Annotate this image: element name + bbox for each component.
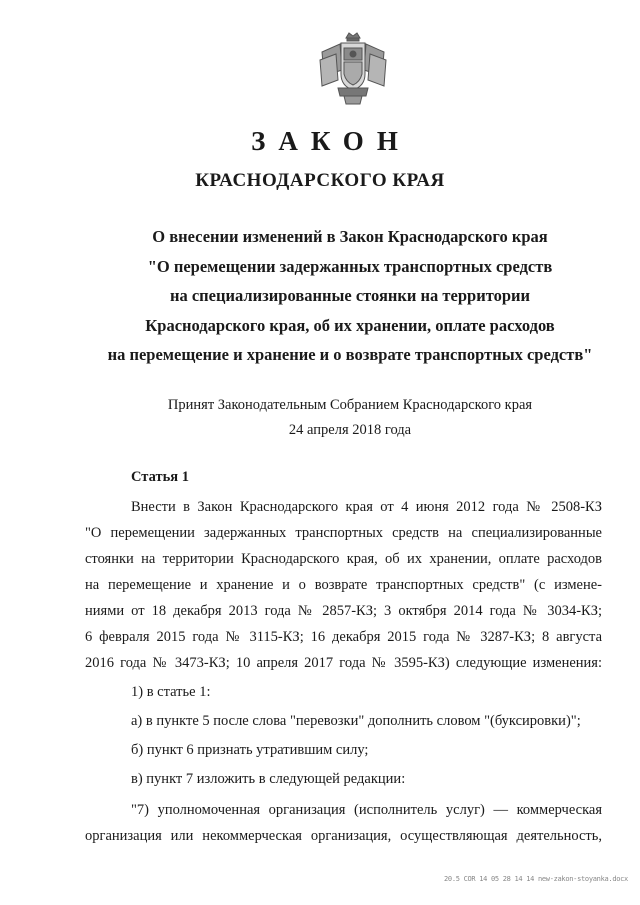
subject-line: О внесении изменений в Закон Краснодарского края (152, 227, 548, 246)
article-body (85, 494, 602, 849)
paragraph-line: стоянки на территории Краснодарского края, об их хранении, оплате расходов (85, 551, 602, 567)
krasnodar-coat-of-arms-emblem (316, 30, 390, 108)
quote-line: организация или некоммерческая организация, осуществляющая деятельность, (85, 828, 602, 844)
quote-line: "7) уполномоченная организация (исполнитель услуг) — коммерческая (131, 802, 602, 818)
paragraph-line: "О перемещении задержанных транспортных средств на специализированные (85, 525, 602, 541)
paragraph-line: 2016 года № 3473-КЗ; 10 апреля 2017 года № 3595-КЗ) следующие изменения: (85, 655, 602, 671)
law-heading: ЗАКОН (251, 126, 411, 156)
region-heading: КРАСНОДАРСКОГО КРАЯ (195, 170, 445, 191)
adoption-date: 24 апреля 2018 года (288, 422, 412, 438)
paragraph-line: Внести в Закон Краснодарского края от 4 июня 2012 года № 2508-КЗ (131, 499, 602, 515)
list-item: 1) в статье 1: (131, 684, 211, 700)
list-item: б) пункт 6 признать утратившим силу; (131, 742, 369, 758)
file-stamp: 20.5 COR 14 05 28 14 14 new-zakon-stoyanka.docx (444, 875, 628, 883)
list-item: а) в пункте 5 после слова "перевозки" дополнить словом "(буксировки)"; (131, 713, 581, 729)
paragraph-line: на перемещение и хранение и о возврате транспортных средств" (с измене- (85, 577, 602, 593)
subject-line: на специализированные стоянки на территории (169, 286, 531, 305)
subject-line: "О перемещении задержанных транспортных средств (147, 256, 553, 276)
adoption-line: Принят Законодательным Собранием Краснодарского края (167, 397, 533, 413)
article-title: Статья 1 (131, 469, 189, 485)
adoption-note (100, 393, 600, 443)
subject-line: Краснодарского края, об их хранении, оплате расходов (145, 315, 555, 335)
subject-line: на перемещение и хранение и о возврате транспортных средств" (107, 345, 593, 364)
paragraph-line: ниями от 18 декабря 2013 года № 2857-КЗ; 3 октября 2014 года № 3034-КЗ; (85, 603, 602, 619)
law-subject-title (100, 222, 600, 370)
paragraph-line: 6 февраля 2015 года № 3115-КЗ; 16 декабря 2015 года № 3287-КЗ; 8 августа (85, 629, 602, 645)
list-item: в) пункт 7 изложить в следующей редакции: (131, 771, 406, 787)
